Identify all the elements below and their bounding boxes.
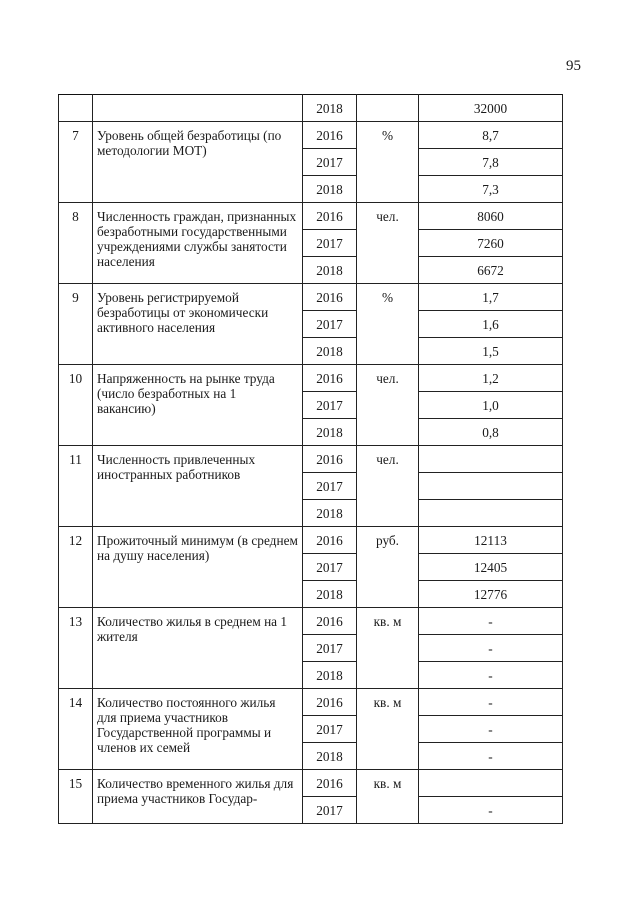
value-cell: 6672 (419, 257, 563, 284)
year-cell: 2017 (303, 716, 357, 743)
value-cell: 1,7 (419, 284, 563, 311)
row-number: 14 (59, 689, 93, 770)
row-number: 13 (59, 608, 93, 689)
value-cell: 8,7 (419, 122, 563, 149)
year-cell: 2016 (303, 365, 357, 392)
value-cell: 12405 (419, 554, 563, 581)
indicator-name: Количество временного жилья для приема участников Государ- (93, 770, 303, 824)
table-body (59, 95, 563, 824)
value-cell: 8060 (419, 203, 563, 230)
value-cell: 1,5 (419, 338, 563, 365)
table-row (59, 203, 563, 230)
year-cell: 2018 (303, 338, 357, 365)
table-row (59, 284, 563, 311)
unit-cell: кв. м (357, 608, 419, 689)
year-cell: 2018 (303, 257, 357, 284)
unit-cell: % (357, 284, 419, 365)
year-cell: 2018 (303, 176, 357, 203)
unit-cell: чел. (357, 446, 419, 527)
year-cell: 2017 (303, 230, 357, 257)
year-cell: 2017 (303, 797, 357, 824)
year-cell: 2016 (303, 203, 357, 230)
table-row (59, 95, 563, 122)
table-row (59, 365, 563, 392)
year-cell: 2018 (303, 419, 357, 446)
year-cell: 2018 (303, 662, 357, 689)
indicator-name: Количество жилья в среднем на 1 жителя (93, 608, 303, 689)
value-cell: - (419, 743, 563, 770)
unit-cell: кв. м (357, 770, 419, 824)
value-cell (419, 446, 563, 473)
value-cell (419, 500, 563, 527)
year-cell: 2016 (303, 122, 357, 149)
table-row (59, 770, 563, 797)
row-number (59, 95, 93, 122)
indicator-name: Уровень регистрируемой безработицы от экономически активного населения (93, 284, 303, 365)
value-cell: - (419, 716, 563, 743)
value-cell (419, 770, 563, 797)
value-cell: 12776 (419, 581, 563, 608)
row-number: 7 (59, 122, 93, 203)
table-row (59, 608, 563, 635)
unit-cell: чел. (357, 203, 419, 284)
indicator-name: Напряженность на рынке труда (число безработных на 1 вакансию) (93, 365, 303, 446)
row-number: 12 (59, 527, 93, 608)
value-cell: 1,0 (419, 392, 563, 419)
table-row (59, 122, 563, 149)
indicator-name: Численность граждан, признанных безработными государственными учреждениями службы занятости населения (93, 203, 303, 284)
year-cell: 2018 (303, 95, 357, 122)
value-cell: 32000 (419, 95, 563, 122)
year-cell: 2017 (303, 554, 357, 581)
value-cell: 1,6 (419, 311, 563, 338)
indicator-name: Количество постоянного жилья для приема участников Государственной программы и членов их семей (93, 689, 303, 770)
value-cell: - (419, 635, 563, 662)
unit-cell: % (357, 122, 419, 203)
indicator-name: Прожиточный минимум (в среднем на душу населения) (93, 527, 303, 608)
year-cell: 2018 (303, 743, 357, 770)
value-cell: - (419, 797, 563, 824)
year-cell: 2017 (303, 392, 357, 419)
value-cell: 12113 (419, 527, 563, 554)
year-cell: 2016 (303, 284, 357, 311)
year-cell: 2017 (303, 635, 357, 662)
year-cell: 2017 (303, 473, 357, 500)
unit-cell: кв. м (357, 689, 419, 770)
indicators-table (58, 94, 563, 824)
value-cell: - (419, 608, 563, 635)
year-cell: 2016 (303, 770, 357, 797)
table-row (59, 689, 563, 716)
value-cell: 0,8 (419, 419, 563, 446)
row-number: 15 (59, 770, 93, 824)
table-row (59, 446, 563, 473)
table-row (59, 527, 563, 554)
value-cell: 1,2 (419, 365, 563, 392)
value-cell: - (419, 662, 563, 689)
unit-cell (357, 95, 419, 122)
year-cell: 2018 (303, 500, 357, 527)
row-number: 11 (59, 446, 93, 527)
indicator-name: Уровень общей безработицы (по методологии МОТ) (93, 122, 303, 203)
page-number: 95 (566, 58, 581, 74)
year-cell: 2017 (303, 149, 357, 176)
year-cell: 2018 (303, 581, 357, 608)
year-cell: 2016 (303, 689, 357, 716)
value-cell: - (419, 689, 563, 716)
year-cell: 2017 (303, 311, 357, 338)
unit-cell: руб. (357, 527, 419, 608)
unit-cell: чел. (357, 365, 419, 446)
indicator-name (93, 95, 303, 122)
value-cell: 7260 (419, 230, 563, 257)
year-cell: 2016 (303, 446, 357, 473)
row-number: 8 (59, 203, 93, 284)
year-cell: 2016 (303, 608, 357, 635)
row-number: 9 (59, 284, 93, 365)
value-cell (419, 473, 563, 500)
row-number: 10 (59, 365, 93, 446)
value-cell: 7,3 (419, 176, 563, 203)
year-cell: 2016 (303, 527, 357, 554)
indicator-name: Численность привлеченных иностранных работников (93, 446, 303, 527)
value-cell: 7,8 (419, 149, 563, 176)
